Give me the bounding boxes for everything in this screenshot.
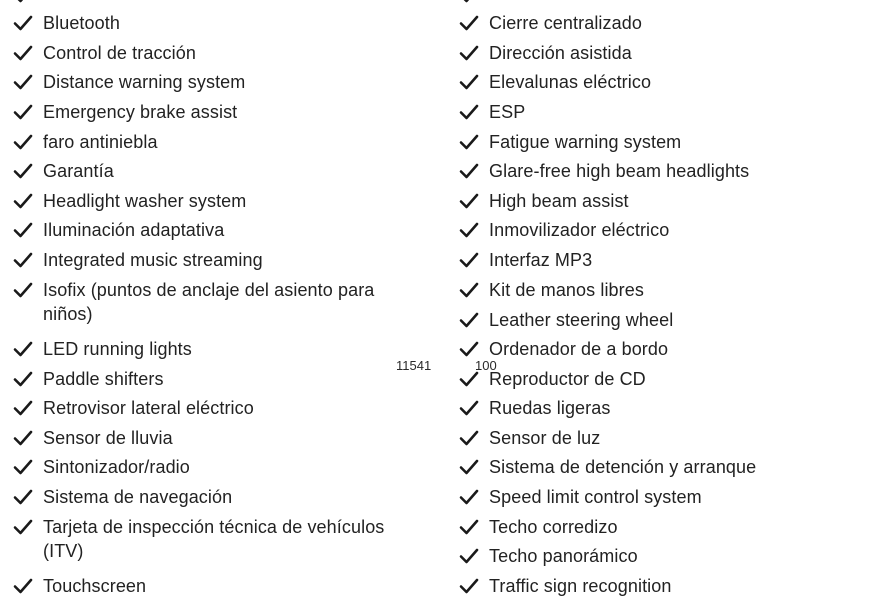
list-item <box>12 100 403 124</box>
checkmark-icon <box>12 485 34 509</box>
list-item <box>458 485 859 509</box>
feature-label: Sensor de luz <box>489 428 601 448</box>
list-item <box>458 130 859 154</box>
checkmark-icon <box>458 396 480 420</box>
list-item <box>12 159 403 183</box>
feature-label: Sintonizador/radio <box>43 457 190 477</box>
list-item <box>458 455 859 479</box>
feature-label: Reproductor de CD <box>489 369 646 389</box>
list-item <box>458 337 859 361</box>
feature-label: Iluminación adaptativa <box>43 220 225 240</box>
list-item <box>458 396 859 420</box>
list-item <box>458 544 859 568</box>
list-item <box>12 515 403 563</box>
feature-label: Speed limit control system <box>489 487 702 507</box>
feature-label: Inmovilizador eléctrico <box>489 220 670 240</box>
list-item <box>12 574 403 598</box>
overlay-number-left: 11541 <box>396 358 432 373</box>
checkmark-icon <box>12 367 34 391</box>
list-item <box>12 455 403 479</box>
checkmark-icon <box>12 218 34 242</box>
list-item <box>458 426 859 450</box>
feature-label: Integrated music streaming <box>43 250 263 270</box>
list-item <box>458 248 859 272</box>
list-item <box>12 337 403 361</box>
checkmark-icon <box>12 248 34 272</box>
checkmark-icon <box>12 455 34 479</box>
feature-label: Elevalunas eléctrico <box>489 72 652 92</box>
list-item <box>458 100 859 124</box>
list-item-cut-top <box>12 0 43 7</box>
list-item <box>12 41 403 65</box>
feature-label: Control de tracción <box>43 43 196 63</box>
checkmark-icon <box>12 426 34 450</box>
checkmark-icon <box>12 70 34 94</box>
feature-label: Retrovisor lateral eléctrico <box>43 398 254 418</box>
feature-label: Sensor de lluvia <box>43 428 173 448</box>
feature-label: LED running lights <box>43 339 192 359</box>
checkmark-icon <box>12 515 34 539</box>
feature-label: Isofix (puntos de anclaje del asiento para niños) <box>43 280 375 324</box>
checkmark-icon <box>12 337 34 361</box>
checkmark-icon <box>12 159 34 183</box>
feature-label: Touchscreen <box>43 576 147 596</box>
list-item <box>458 41 859 65</box>
feature-label: Bluetooth <box>43 13 120 33</box>
list-item <box>12 218 403 242</box>
list-item <box>12 70 403 94</box>
feature-label: Tarjeta de inspección técnica de vehículos (ITV) <box>43 517 385 561</box>
checkmark-icon <box>458 248 480 272</box>
list-item <box>12 248 403 272</box>
list-item <box>12 426 403 450</box>
feature-label: Kit de manos libres <box>489 280 644 300</box>
list-item <box>458 515 859 539</box>
feature-label: Interfaz MP3 <box>489 250 593 270</box>
feature-label: Paddle shifters <box>43 369 164 389</box>
list-item <box>12 485 403 509</box>
list-item <box>458 70 859 94</box>
list-item-cut-top <box>458 0 489 7</box>
list-item <box>458 189 859 213</box>
feature-label: Ordenador de a bordo <box>489 339 669 359</box>
checkmark-icon <box>458 544 480 568</box>
feature-label: Emergency brake assist <box>43 102 238 122</box>
feature-label: Headlight washer system <box>43 191 247 211</box>
list-item <box>12 130 403 154</box>
list-item <box>458 278 859 302</box>
checkmark-icon <box>458 100 480 124</box>
checkmark-icon <box>458 11 480 35</box>
feature-label: High beam assist <box>489 191 629 211</box>
checkmark-icon <box>12 189 34 213</box>
checkmark-icon <box>458 278 480 302</box>
checkmark-icon <box>458 0 480 7</box>
checkmark-icon <box>458 70 480 94</box>
checkmark-icon <box>458 485 480 509</box>
feature-label: Leather steering wheel <box>489 310 674 330</box>
overlay-number-right: 100 <box>475 358 497 373</box>
checkmark-icon <box>12 574 34 598</box>
checkmark-icon <box>12 396 34 420</box>
list-item <box>12 396 403 420</box>
checkmark-icon <box>458 426 480 450</box>
feature-label: Fatigue warning system <box>489 132 682 152</box>
feature-label: Garantía <box>43 161 114 181</box>
feature-label: Techo panorámico <box>489 546 638 566</box>
feature-label: Dirección asistida <box>489 43 632 63</box>
list-item <box>12 189 403 213</box>
checkmark-icon <box>458 218 480 242</box>
checkmark-icon <box>458 308 480 332</box>
checkmark-icon <box>458 189 480 213</box>
list-item <box>458 11 859 35</box>
checkmark-icon <box>12 41 34 65</box>
checkmark-icon <box>12 0 34 7</box>
feature-label: Cierre centralizado <box>489 13 642 33</box>
feature-label: Ruedas ligeras <box>489 398 611 418</box>
checkmark-icon <box>458 455 480 479</box>
list-item <box>12 278 403 326</box>
list-item <box>458 218 859 242</box>
feature-label: Traffic sign recognition <box>489 576 672 596</box>
checkmark-icon <box>458 130 480 154</box>
checkmark-icon <box>12 100 34 124</box>
checkmark-icon <box>458 515 480 539</box>
feature-label: faro antiniebla <box>43 132 158 152</box>
checkmark-icon <box>12 11 34 35</box>
checkmark-icon <box>12 278 34 302</box>
list-item <box>458 367 859 391</box>
checkmark-icon <box>458 41 480 65</box>
checkmark-icon <box>458 159 480 183</box>
list-item <box>12 367 403 391</box>
feature-label: Sistema de detención y arranque <box>489 457 757 477</box>
feature-label: Techo corredizo <box>489 517 618 537</box>
feature-label: Distance warning system <box>43 72 246 92</box>
list-item <box>458 159 859 183</box>
list-item <box>458 574 859 598</box>
checkmark-icon <box>12 130 34 154</box>
feature-label: Sistema de navegación <box>43 487 233 507</box>
feature-label: Glare-free high beam headlights <box>489 161 750 181</box>
list-item <box>12 11 403 35</box>
checkmark-icon <box>458 574 480 598</box>
list-item <box>458 308 859 332</box>
feature-label: ESP <box>489 102 526 122</box>
